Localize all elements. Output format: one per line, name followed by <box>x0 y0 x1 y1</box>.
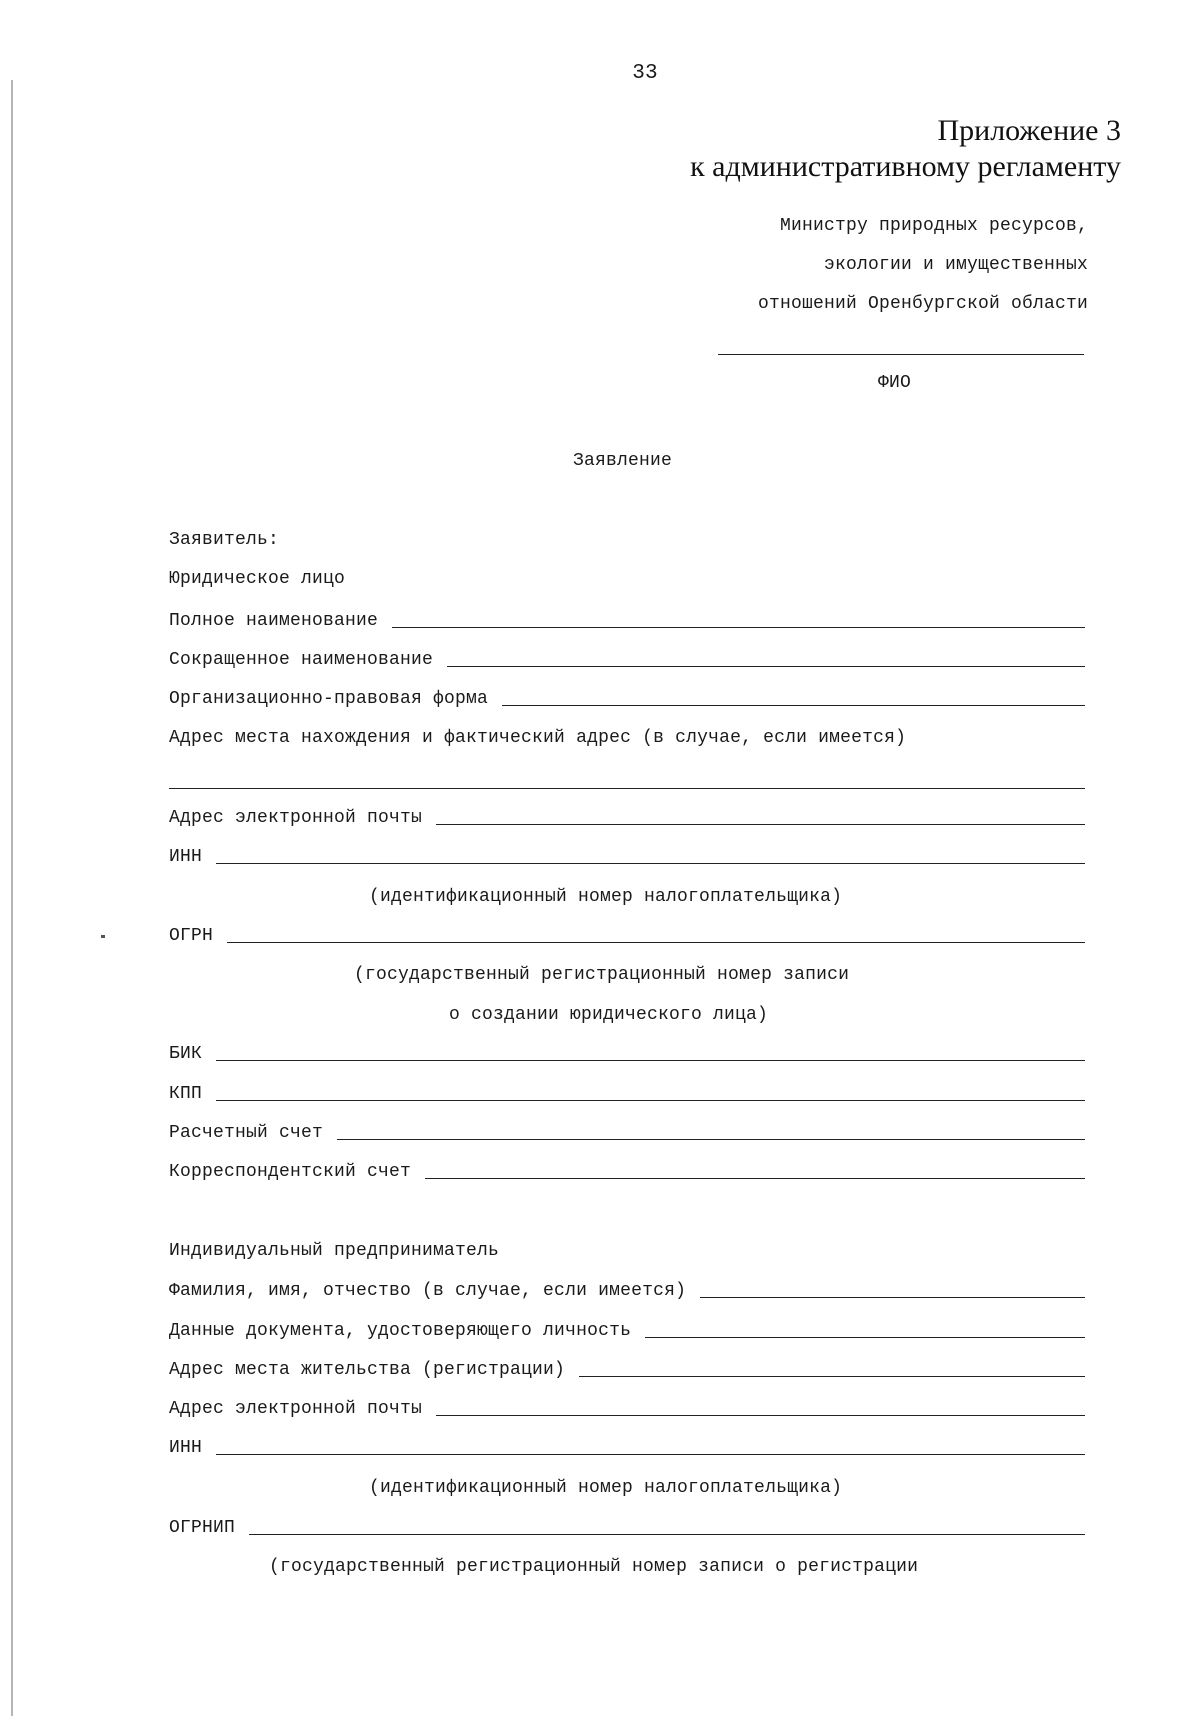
short-name-row <box>169 644 1085 670</box>
scan-speck <box>101 935 105 938</box>
ip-inn-field[interactable] <box>216 1454 1085 1455</box>
ogrnip-field[interactable] <box>249 1534 1085 1535</box>
residence-label: Адрес места жительства (регистрации) <box>169 1360 566 1380</box>
settlement-account-field[interactable] <box>337 1139 1085 1140</box>
settlement-account-row <box>169 1117 1085 1143</box>
id-document-row <box>169 1315 1085 1341</box>
ip-email-row <box>169 1393 1085 1419</box>
id-document-field[interactable] <box>645 1337 1085 1338</box>
ip-email-field[interactable] <box>436 1415 1085 1416</box>
page-number: 33 <box>632 62 658 85</box>
inn-hint: (идентификационный номер налогоплательщика) <box>369 887 843 907</box>
individual-heading: Индивидуальный предприниматель <box>169 1241 500 1261</box>
id-document-label: Данные документа, удостоверяющего личность <box>169 1321 632 1341</box>
kpp-field[interactable] <box>216 1100 1085 1101</box>
inn-label: ИНН <box>169 847 203 867</box>
bik-label: БИК <box>169 1044 203 1064</box>
fio-caption: ФИО <box>878 373 912 393</box>
bik-field[interactable] <box>216 1060 1085 1061</box>
ogrnip-row <box>169 1512 1085 1538</box>
ogrn-label: ОГРН <box>169 926 214 946</box>
ip-email-label: Адрес электронной почты <box>169 1399 423 1419</box>
residence-row <box>169 1354 1085 1380</box>
legal-form-field[interactable] <box>502 705 1085 706</box>
email-label: Адрес электронной почты <box>169 808 423 828</box>
inn-field[interactable] <box>216 863 1085 864</box>
appendix-reference: к административному регламенту <box>690 150 1121 183</box>
address-label: Адрес места нахождения и фактический адрес (в случае, если имеется) <box>169 728 907 748</box>
ogrn-row <box>169 920 1085 946</box>
scan-edge <box>11 80 13 1716</box>
addressee-line-2: экологии и имущественных <box>823 255 1088 275</box>
kpp-row <box>169 1078 1085 1104</box>
inn-row <box>169 841 1085 867</box>
email-row <box>169 802 1085 828</box>
correspondent-account-label: Корреспондентский счет <box>169 1162 412 1182</box>
full-name-row <box>169 605 1085 631</box>
correspondent-account-field[interactable] <box>425 1178 1085 1179</box>
addressee-line-3: отношений Оренбургской области <box>757 294 1088 314</box>
applicant-label: Заявитель: <box>169 530 280 550</box>
ogrnip-hint: (государственный регистрационный номер записи о регистрации <box>269 1557 919 1577</box>
ogrn-field[interactable] <box>227 942 1085 943</box>
short-name-field[interactable] <box>447 666 1085 667</box>
form-title: Заявление <box>573 451 673 471</box>
full-name-field[interactable] <box>392 627 1085 628</box>
ip-inn-hint: (идентификационный номер налогоплательщика) <box>369 1478 843 1498</box>
short-name-label: Сокращенное наименование <box>169 650 434 670</box>
ip-full-name-label: Фамилия, имя, отчество (в случае, если имеется) <box>169 1281 687 1301</box>
ip-full-name-field[interactable] <box>700 1297 1085 1298</box>
ip-full-name-row <box>169 1275 1085 1301</box>
ogrn-hint-line-1: (государственный регистрационный номер записи <box>354 965 850 985</box>
settlement-account-label: Расчетный счет <box>169 1123 324 1143</box>
legal-form-row <box>169 683 1085 709</box>
addressee-line-1: Министру природных ресурсов, <box>779 216 1088 236</box>
bik-row <box>169 1038 1085 1064</box>
full-name-label: Полное наименование <box>169 611 379 631</box>
legal-entity-heading: Юридическое лицо <box>169 569 346 589</box>
ogrn-hint-line-2: о создании юридического лица) <box>449 1005 769 1025</box>
ip-inn-label: ИНН <box>169 1438 203 1458</box>
addressee-name-field[interactable] <box>718 354 1084 355</box>
correspondent-account-row <box>169 1156 1085 1182</box>
email-field[interactable] <box>436 824 1085 825</box>
legal-form-label: Организационно-правовая форма <box>169 689 489 709</box>
ogrnip-label: ОГРНИП <box>169 1518 236 1538</box>
appendix-number: Приложение 3 <box>937 114 1121 147</box>
address-field[interactable] <box>169 788 1085 789</box>
residence-field[interactable] <box>579 1376 1085 1377</box>
kpp-label: КПП <box>169 1084 203 1104</box>
ip-inn-row <box>169 1432 1085 1458</box>
